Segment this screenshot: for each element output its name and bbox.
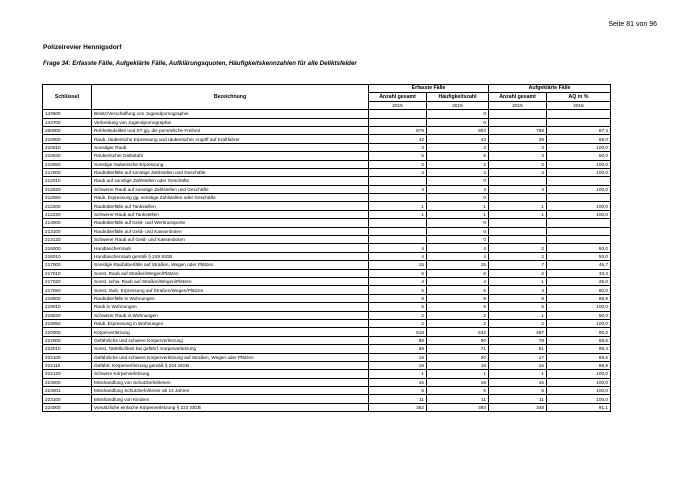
cell-frequency: 18	[427, 361, 489, 369]
cell-solved-total: 3	[489, 185, 547, 193]
table-row	[43, 319, 611, 327]
cell-frequency: 11	[427, 395, 489, 403]
cell-recorded-total: 4	[369, 277, 427, 285]
table-row	[43, 403, 611, 411]
cell-description: Verbreitung von Jugendpornographie	[92, 118, 369, 126]
cell-key: 210010	[43, 143, 92, 151]
cell-solved-total	[489, 177, 547, 185]
cell-solve-rate: 33,3	[547, 269, 611, 277]
cell-solved-total: 8	[489, 294, 547, 302]
table-row	[43, 353, 611, 361]
cell-frequency: 1	[427, 202, 489, 210]
table-row	[43, 277, 611, 285]
cell-solved-total: 7	[489, 261, 547, 269]
cell-recorded-total: 15	[369, 261, 427, 269]
cell-key: 212050	[43, 194, 92, 202]
cell-frequency: 2	[427, 311, 489, 319]
cell-solved-total: 16	[489, 378, 547, 386]
header-key: Schlüssel	[43, 85, 92, 110]
cell-solve-rate: 100,0	[547, 319, 611, 327]
table-row	[43, 361, 611, 369]
cell-description: Schwere Körperverletzung	[92, 370, 369, 378]
cell-recorded-total: 518	[369, 328, 427, 336]
cell-solve-rate: 80,0	[547, 286, 611, 294]
cell-description: Vorsätzliche einfache Körperverletzung § 223 StGB	[92, 403, 369, 411]
table-row	[43, 244, 611, 252]
cell-solved-total: 348	[489, 403, 547, 411]
cell-frequency: 0	[427, 177, 489, 185]
cell-solved-total: 2	[489, 252, 547, 260]
cell-frequency: 6	[427, 269, 489, 277]
cell-description: Gefährliche und schwere Körperverletzung	[92, 336, 369, 344]
cell-frequency: 15	[427, 261, 489, 269]
cell-solved-total: 1	[489, 370, 547, 378]
table-row	[43, 286, 611, 294]
cell-solve-rate: 60,0	[547, 152, 611, 160]
cell-frequency: 5	[427, 286, 489, 294]
cell-solve-rate: 100,0	[547, 303, 611, 311]
cell-solved-total: 78	[489, 336, 547, 344]
cell-key: 217050	[43, 286, 92, 294]
cell-description: Schwerer Raub auf Geld- und Kassenboten	[92, 236, 369, 244]
cell-solved-total	[489, 219, 547, 227]
cell-description: Raubüberfälle auf sonstige Zahlstellen und Geschäfte	[92, 168, 369, 176]
cell-description: Raubüberfälle auf Geld- und Werttransporte	[92, 219, 369, 227]
table-body	[43, 110, 611, 412]
cell-frequency: 532	[427, 328, 489, 336]
cell-recorded-total: 1	[369, 210, 427, 218]
cell-key: 224000	[43, 403, 92, 411]
cell-solve-rate: 69,0	[547, 135, 611, 143]
cell-solved-total: 3	[489, 152, 547, 160]
year-frequency: 2015	[427, 101, 489, 109]
cell-frequency: 4	[427, 244, 489, 252]
cell-recorded-total: 4	[369, 252, 427, 260]
cell-frequency: 3	[427, 185, 489, 193]
cell-frequency: 5	[427, 152, 489, 160]
cell-key: 223000	[43, 378, 92, 386]
table-row	[43, 387, 611, 395]
cell-recorded-total	[369, 194, 427, 202]
table-row	[43, 336, 611, 344]
cell-solved-total: 5	[489, 387, 547, 395]
station-title: Polizeirevier Hennigsdorf	[43, 44, 122, 51]
cell-key: 212020	[43, 185, 92, 193]
cell-frequency: 1	[427, 370, 489, 378]
cell-description: Schwerer Raub auf Tankstellen	[92, 210, 369, 218]
cell-recorded-total: 879	[369, 126, 427, 134]
cell-solve-rate: 88,9	[547, 361, 611, 369]
cell-description: Räub. Erpressung in Wohnungen	[92, 319, 369, 327]
cell-description: Sonst. Tatörtlichkeit bei gefährl. Körperverletzung	[92, 345, 369, 353]
cell-solve-rate: 100,0	[547, 387, 611, 395]
table-row	[43, 168, 611, 176]
table-row	[43, 110, 611, 118]
cell-recorded-total: 16	[369, 378, 427, 386]
cell-recorded-total: 1	[369, 202, 427, 210]
cell-solved-total: 29	[489, 135, 547, 143]
cell-frequency: 4	[427, 277, 489, 285]
table-row	[43, 118, 611, 126]
cell-solve-rate: 88,6	[547, 336, 611, 344]
cell-solved-total: 1	[489, 210, 547, 218]
cell-description: Handtaschenraub	[92, 244, 369, 252]
cell-description: Misshandlung von Schutzbefohlenen	[92, 378, 369, 386]
cell-solve-rate: 100,0	[547, 202, 611, 210]
cell-description: Räub. Erpressung gg. sonstige Zahlstellen oder Geschäfte	[92, 194, 369, 202]
table-row	[43, 269, 611, 277]
cell-solve-rate: 100,0	[547, 185, 611, 193]
cell-frequency: 90	[427, 336, 489, 344]
cell-frequency: 9	[427, 294, 489, 302]
cell-frequency: 71	[427, 345, 489, 353]
cell-key: 219000	[43, 294, 92, 302]
cell-solve-rate: 87,4	[547, 126, 611, 134]
cell-description: Besitz/Verschaffung von Jugendpornographie	[92, 110, 369, 118]
cell-solved-total: 16	[489, 361, 547, 369]
table-row	[43, 311, 611, 319]
cell-frequency: 20	[427, 353, 489, 361]
cell-recorded-total: 88	[369, 336, 427, 344]
cell-key: 212220	[43, 210, 92, 218]
cell-recorded-total: 5	[369, 152, 427, 160]
cell-description: Sonst. Raub auf Straßen/Wegen/Plätzen	[92, 269, 369, 277]
cell-recorded-total: 42	[369, 135, 427, 143]
cell-key: 143600	[43, 110, 92, 118]
table-row	[43, 185, 611, 193]
cell-solved-total: 4	[489, 168, 547, 176]
cell-key: 213100	[43, 227, 92, 235]
cell-recorded-total: 9	[369, 294, 427, 302]
cell-solve-rate	[547, 110, 611, 118]
cell-recorded-total: 11	[369, 395, 427, 403]
cell-key: 219020	[43, 311, 92, 319]
cell-description: Raubüberfälle auf Tankstellen	[92, 202, 369, 210]
cell-frequency: 2	[427, 160, 489, 168]
cell-key: 222010	[43, 345, 92, 353]
header-frequency: Häufigkeitszahl	[427, 93, 489, 101]
cell-description: Sonstige Raubüberfälle auf Straßen, Wegen oder Plätzen	[92, 261, 369, 269]
header-description: Bezeichnung	[92, 85, 369, 110]
cell-frequency: 1	[427, 210, 489, 218]
table-row	[43, 236, 611, 244]
cell-key: 216000	[43, 244, 92, 252]
cell-solve-rate: 100,0	[547, 160, 611, 168]
cell-description: Schwerer Raub auf sonstige Zahlstellen und Geschäfte	[92, 185, 369, 193]
cell-description: Gefährliche und schwere Körperverletzung auf Straßen, Wegen oder Plätzen	[92, 353, 369, 361]
cell-solve-rate: 50,0	[547, 252, 611, 260]
cell-recorded-total: 4	[369, 244, 427, 252]
cell-solved-total: 11	[489, 395, 547, 403]
table-row	[43, 202, 611, 210]
cell-key: 219010	[43, 303, 92, 311]
cell-frequency: 0	[427, 236, 489, 244]
cell-key: 219050	[43, 319, 92, 327]
cell-frequency: 5	[427, 387, 489, 395]
cell-description: Raub in Wohnungen	[92, 303, 369, 311]
cell-key: 222110	[43, 361, 92, 369]
header-solved-total: Anzahl gesamt	[489, 93, 547, 101]
cell-frequency: 5	[427, 303, 489, 311]
cell-recorded-total: 2	[369, 160, 427, 168]
cell-solve-rate	[547, 219, 611, 227]
cell-description: Sonst. schw. Raub auf Straßen/Wegen/Plätzen	[92, 277, 369, 285]
cell-solved-total: 768	[489, 126, 547, 134]
cell-solve-rate: 88,4	[547, 345, 611, 353]
cell-solved-total: 1	[489, 202, 547, 210]
table-row	[43, 135, 611, 143]
table-row	[43, 219, 611, 227]
cell-key: 210050	[43, 160, 92, 168]
cell-solved-total: 3	[489, 143, 547, 151]
cell-description: Sonstige räuberische Erpressung	[92, 160, 369, 168]
cell-recorded-total	[369, 219, 427, 227]
cell-description: Handtaschenraub gemäß § 249 StGB	[92, 252, 369, 260]
cell-solved-total: 2	[489, 244, 547, 252]
cell-key: 143700	[43, 118, 92, 126]
cell-key: 217000	[43, 261, 92, 269]
cell-description: Raub auf sonstige Zahlstellen oder Geschäfte	[92, 177, 369, 185]
cell-recorded-total	[369, 177, 427, 185]
cell-key: 222000	[43, 336, 92, 344]
cell-solved-total	[489, 236, 547, 244]
cell-recorded-total: 1	[369, 370, 427, 378]
cell-solved-total: 4	[489, 286, 547, 294]
cell-description: Rohheitsdelikte und ST gg. die persönliche Freiheit	[92, 126, 369, 134]
cell-key: 222120	[43, 370, 92, 378]
cell-solve-rate: 50,0	[547, 244, 611, 252]
cell-solved-total	[489, 227, 547, 235]
cell-solve-rate: 100,0	[547, 378, 611, 386]
cell-solve-rate: 100,0	[547, 143, 611, 151]
cell-key: 223001	[43, 387, 92, 395]
cell-solved-total: 2	[489, 319, 547, 327]
cell-key: 217010	[43, 269, 92, 277]
table-row	[43, 227, 611, 235]
table-row	[43, 328, 611, 336]
cell-solved-total	[489, 194, 547, 202]
cell-key: 212200	[43, 202, 92, 210]
cell-solved-total: 17	[489, 353, 547, 361]
cell-recorded-total: 3	[369, 143, 427, 151]
cell-frequency: 0	[427, 194, 489, 202]
cell-recorded-total	[369, 110, 427, 118]
cell-description: Misshandlung Schutzbefohlener ab 14 Jahren	[92, 387, 369, 395]
cell-description: Sonst. räub. Erpressung auf Straßen/Wegen/Plätzen	[92, 286, 369, 294]
cell-frequency: 0	[427, 227, 489, 235]
cell-solve-rate	[547, 236, 611, 244]
cell-recorded-total	[369, 118, 427, 126]
cell-recorded-total: 2	[369, 311, 427, 319]
cell-key: 222100	[43, 353, 92, 361]
table-row	[43, 160, 611, 168]
cell-key: 223100	[43, 395, 92, 403]
cell-frequency: 16	[427, 378, 489, 386]
cell-frequency: 4	[427, 168, 489, 176]
cell-frequency: 2	[427, 319, 489, 327]
cell-description: Räuberischer Diebstahl	[92, 152, 369, 160]
cell-frequency: 0	[427, 219, 489, 227]
cell-key: 220000	[43, 328, 92, 336]
cell-solved-total: 61	[489, 345, 547, 353]
cell-solved-total	[489, 110, 547, 118]
question-title: Frage 34: Erfasste Fälle, Aufgeklärte Fälle, Aufklärungsquoten, Häufigkeitskennzahlen für alle Deliktsfelder	[43, 60, 357, 67]
table-row	[43, 143, 611, 151]
cell-recorded-total: 6	[369, 269, 427, 277]
cell-solve-rate	[547, 227, 611, 235]
year-solved-total: 2015	[489, 101, 547, 109]
cell-recorded-total: 5	[369, 303, 427, 311]
table-row	[43, 177, 611, 185]
cell-solve-rate: 90,2	[547, 328, 611, 336]
table-row	[43, 261, 611, 269]
cell-recorded-total	[369, 227, 427, 235]
cell-solved-total: 1	[489, 277, 547, 285]
cell-recorded-total: 69	[369, 345, 427, 353]
cell-description: Raubüberfälle in Wohnungen	[92, 294, 369, 302]
cell-recorded-total: 382	[369, 403, 427, 411]
cell-solve-rate	[547, 177, 611, 185]
cell-recorded-total	[369, 236, 427, 244]
header-recorded-group: Erfasste Fälle	[369, 85, 489, 93]
cell-description: Sonstiger Raub	[92, 143, 369, 151]
cell-solve-rate: 89,5	[547, 353, 611, 361]
cell-solve-rate: 25,0	[547, 277, 611, 285]
cell-recorded-total: 5	[369, 286, 427, 294]
table-row	[43, 252, 611, 260]
cell-solve-rate: 91,1	[547, 403, 611, 411]
cell-key: 212010	[43, 177, 92, 185]
cell-description: Körperverletzung	[92, 328, 369, 336]
header-solve-rate: AQ in %	[547, 93, 611, 101]
cell-solved-total	[489, 118, 547, 126]
cell-description: Raubüberfälle auf Geld- und Kassenboten	[92, 227, 369, 235]
cell-recorded-total: 4	[369, 168, 427, 176]
cell-description: Gefährl. Körperverletzung gemäß § 224 StGB	[92, 361, 369, 369]
cell-frequency: 0	[427, 118, 489, 126]
cell-description: Schwerer Raub in Wohnungen	[92, 311, 369, 319]
cell-key: 217020	[43, 277, 92, 285]
year-solve-rate: 2015	[547, 101, 611, 109]
table-row	[43, 345, 611, 353]
table-row	[43, 126, 611, 134]
cell-recorded-total: 5	[369, 387, 427, 395]
cell-solved-total: 2	[489, 269, 547, 277]
cell-description: Raub, räuberische Erpressung und räuberischer Angriff auf Kraftfahrer	[92, 135, 369, 143]
cell-solve-rate: 100,0	[547, 395, 611, 403]
header-solved-group: Aufgeklärte Fälle	[489, 85, 611, 93]
cell-solve-rate	[547, 194, 611, 202]
cell-solve-rate	[547, 118, 611, 126]
table-row	[43, 210, 611, 218]
cell-recorded-total: 19	[369, 353, 427, 361]
cell-key: 200000	[43, 126, 92, 134]
cell-solve-rate: 100,0	[547, 210, 611, 218]
cell-recorded-total: 3	[369, 185, 427, 193]
table-row	[43, 395, 611, 403]
cell-solve-rate: 88,9	[547, 294, 611, 302]
cell-solved-total: 2	[489, 160, 547, 168]
cell-recorded-total: 18	[369, 361, 427, 369]
table-row	[43, 152, 611, 160]
cell-key: 212000	[43, 168, 92, 176]
table-row	[43, 294, 611, 302]
cell-solved-total: 1	[489, 311, 547, 319]
cell-key: 213120	[43, 236, 92, 244]
cell-solve-rate: 50,0	[547, 311, 611, 319]
cell-frequency: 0	[427, 110, 489, 118]
cell-frequency: 393	[427, 403, 489, 411]
cell-key: 213000	[43, 219, 92, 227]
cell-key: 210000	[43, 135, 92, 143]
cell-frequency: 43	[427, 135, 489, 143]
cell-frequency: 3	[427, 143, 489, 151]
year-recorded-total: 2015	[369, 101, 427, 109]
cell-description: Misshandlung von Kindern	[92, 395, 369, 403]
cell-solve-rate: 46,7	[547, 261, 611, 269]
cell-solve-rate: 100,0	[547, 168, 611, 176]
statistics-table	[42, 84, 611, 412]
header-recorded-total: Anzahl gesamt	[369, 93, 427, 101]
table-row	[43, 378, 611, 386]
cell-solved-total: 467	[489, 328, 547, 336]
table-row	[43, 303, 611, 311]
cell-frequency: 903	[427, 126, 489, 134]
cell-key: 210040	[43, 152, 92, 160]
cell-solve-rate: 100,0	[547, 370, 611, 378]
cell-frequency: 4	[427, 252, 489, 260]
page-number: Seite 81 von 96	[608, 21, 657, 28]
cell-solved-total: 5	[489, 303, 547, 311]
cell-recorded-total: 2	[369, 319, 427, 327]
cell-key: 216010	[43, 252, 92, 260]
table-row	[43, 194, 611, 202]
table-row	[43, 370, 611, 378]
